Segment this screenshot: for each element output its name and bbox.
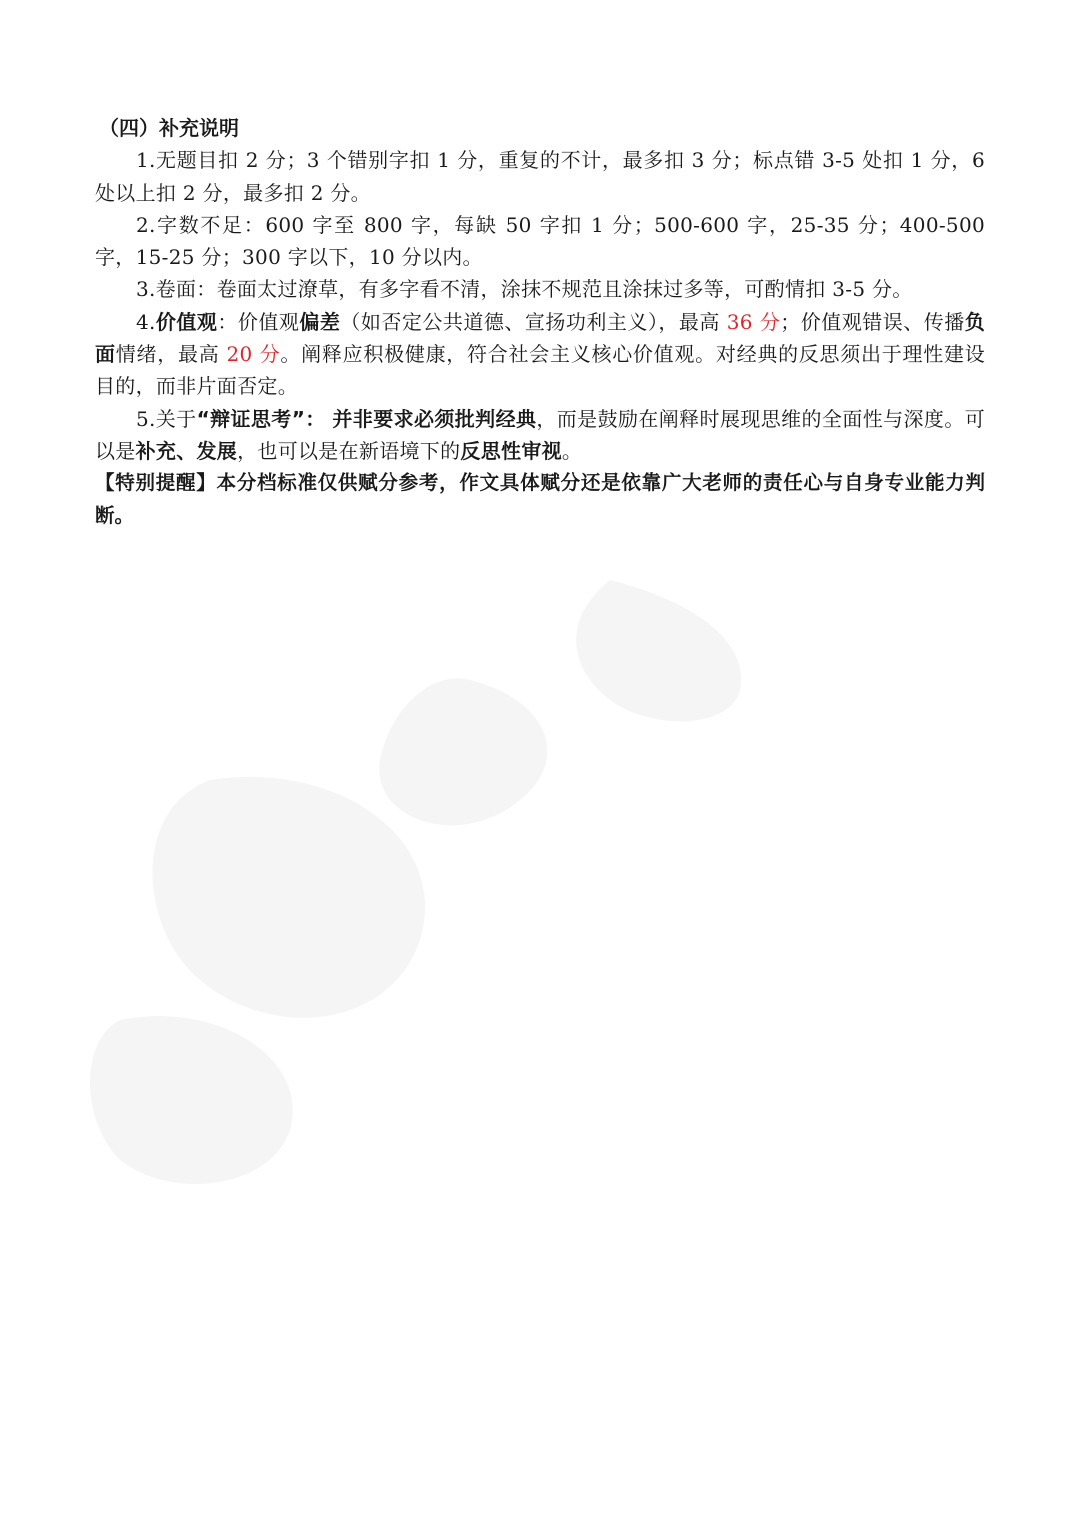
rule-item-2: 2.字数不足：600 字至 800 字，每缺 50 字扣 1 分；500-600 字，25-35 分；400-500 字，15-25 分；300 字以下，10 分以内。 — [95, 212, 985, 270]
keyword-not-required-criticize: 并非要求必须批判经典 — [332, 406, 537, 431]
document-content — [95, 112, 985, 532]
rule-item-4-text: （如否定公共道德、宣扬功利主义），最高 — [340, 309, 727, 334]
rule-item-1: 1.无题目扣 2 分；3 个错别字扣 1 分，重复的不计，最多扣 3 分；标点错 3-5 处扣 1 分，6 处以上扣 2 分，最多扣 2 分。 — [95, 148, 985, 205]
rule-item-4-text: 。阐释应积极健康，符合社会主义核心价值观。对经典的反思须出于理性建设目的，而非片面否定。 — [95, 342, 985, 399]
rule-item-5-text: 5.关于 — [136, 406, 197, 431]
keyword-deviation: 偏差 — [299, 309, 341, 334]
special-reminder: 【特别提醒】本分档标准仅供赋分参考，作文具体赋分还是依靠广大老师的责任心与自身专业能力判断。 — [95, 471, 985, 527]
watermark-logo — [90, 560, 810, 1200]
rule-item-4-text: 4. — [136, 309, 156, 334]
rule-item-4-text: ；价值观错误、传播 — [780, 309, 965, 334]
max-score-20: 20 分 — [226, 342, 281, 367]
rule-item-3: 3.卷面：卷面太过潦草，有多字看不清，涂抹不规范且涂抹过多等，可酌情扣 3-5 分。 — [136, 277, 913, 302]
rule-item-5-text: ，而是鼓励在阐释时展现思维的全面性与深度。可以是 — [95, 406, 985, 463]
keyword-reflective-review: 反思性审视 — [460, 438, 562, 463]
section-title: （四）补充说明 — [99, 116, 239, 140]
rule-item-4-text: ：价值观 — [217, 309, 300, 334]
keyword-values: 价值观 — [155, 309, 218, 334]
rule-item-5-text: 。 — [561, 438, 583, 463]
keyword-dialectical-thinking: “辩证思考”： — [196, 406, 326, 431]
keyword-negative: 负面 — [95, 309, 986, 367]
keyword-supplement-develop: 补充、发展 — [135, 438, 238, 463]
rule-item-5-text: ，也可以是在新语境下的 — [237, 438, 461, 463]
rule-item-4-text: 情绪，最高 — [115, 342, 227, 367]
rule-item-4 — [95, 306, 985, 403]
max-score-36: 36 分 — [726, 309, 781, 334]
rule-item-5 — [95, 403, 985, 468]
